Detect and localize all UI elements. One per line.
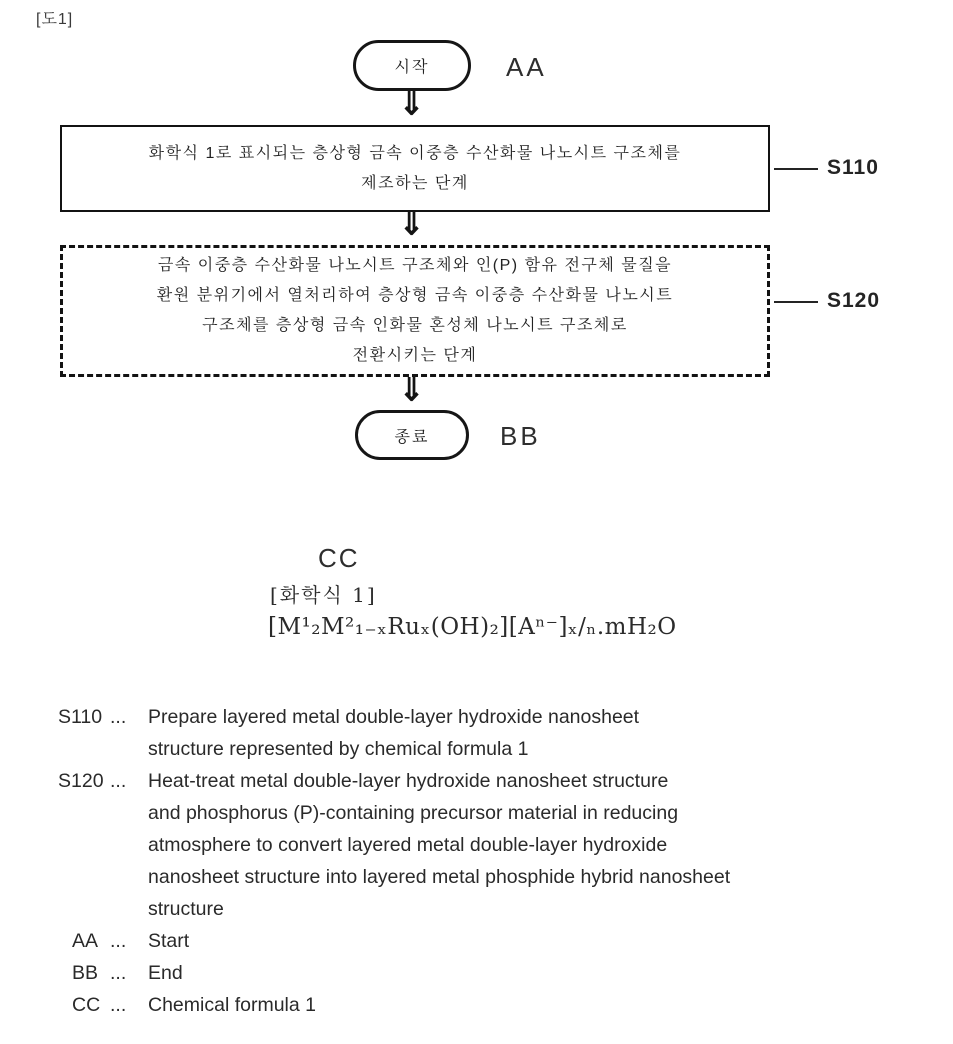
legend-entry-s110	[58, 701, 938, 765]
legend-text-line: atmosphere to convert layered metal double-layer hydroxide	[148, 834, 668, 856]
legend-key: AA	[72, 930, 99, 952]
legend-key: S120	[58, 770, 104, 792]
legend-key: BB	[72, 962, 99, 984]
legend-text	[148, 765, 938, 925]
legend-block	[58, 701, 938, 1021]
legend-entry-cc	[72, 989, 938, 1021]
flowchart-start-node	[353, 40, 471, 91]
step-box-s120	[60, 245, 770, 377]
legend-text-line: and phosphorus (P)-containing precursor material in reducing	[148, 802, 679, 824]
step-s120-line-1: 금속 이중층 수산화물 나노시트 구조체와 인(P) 함유 전구체 물질을	[157, 257, 673, 274]
legend-text-line: Start	[148, 930, 190, 952]
legend-entry-s120	[58, 765, 938, 925]
legend-text-line: structure represented by chemical formula 1	[148, 738, 529, 760]
legend-key: CC	[72, 994, 101, 1016]
legend-separator: ...	[110, 994, 127, 1016]
legend-text-line: End	[148, 962, 183, 984]
down-arrow-icon: ⇓	[399, 87, 425, 122]
legend-text-line: Chemical formula 1	[148, 994, 316, 1016]
step-s110-line-1: 화학식 1로 표시되는 층상형 금속 이중층 수산화물 나노시트 구조체를	[148, 144, 682, 162]
s120-connector-line	[774, 301, 818, 303]
ref-label-aa: AA	[506, 52, 547, 82]
end-node-label: 종료	[394, 428, 430, 446]
step-s120-line-4: 전환시키는 단계	[352, 347, 478, 364]
start-node-label: 시작	[394, 59, 430, 76]
step-box-s110	[60, 125, 770, 212]
legend-text-line: Prepare layered metal double-layer hydroxide nanosheet	[148, 706, 640, 728]
ref-label-bb: BB	[500, 421, 541, 451]
legend-entry-aa	[72, 925, 938, 957]
down-arrow-icon: ⇓	[399, 207, 425, 242]
legend-text-line: Heat-treat metal double-layer hydroxide nanosheet structure	[148, 770, 669, 792]
flowchart-end-node	[355, 410, 469, 460]
figure-label: [도1]	[36, 11, 74, 28]
s110-connector-line	[774, 168, 818, 170]
legend-text-line: structure	[148, 898, 224, 920]
legend-key: S110	[58, 706, 103, 728]
step-s110-line-2: 제조하는 단계	[361, 174, 469, 192]
chemical-formula-caption: [화학식 1]	[270, 583, 377, 607]
legend-separator: ...	[110, 706, 127, 728]
legend-separator: ...	[110, 962, 127, 984]
legend-text	[148, 925, 938, 957]
step-id-s120: S120	[827, 289, 881, 312]
chemical-formula: [M¹₂M²₁₋ₓRuₓ(OH)₂][Aⁿ⁻]ₓ/ₙ.mH₂O	[268, 614, 677, 640]
legend-text	[148, 957, 938, 989]
step-s120-line-3: 구조체를 층상형 금속 인화물 혼성체 나노시트 구조체로	[202, 317, 628, 334]
legend-text-line: nanosheet structure into layered metal phosphide hybrid nanosheet	[148, 866, 731, 888]
step-id-s110: S110	[827, 156, 879, 179]
legend-text	[148, 701, 938, 765]
legend-separator: ...	[110, 770, 127, 792]
legend-entry-bb	[72, 957, 938, 989]
legend-separator: ...	[110, 930, 127, 952]
down-arrow-icon: ⇓	[399, 373, 425, 408]
ref-label-cc: CC	[318, 543, 360, 573]
step-s120-line-2: 환원 분위기에서 열처리하여 층상형 금속 이중층 수산화물 나노시트	[156, 287, 674, 304]
legend-text	[148, 989, 938, 1021]
